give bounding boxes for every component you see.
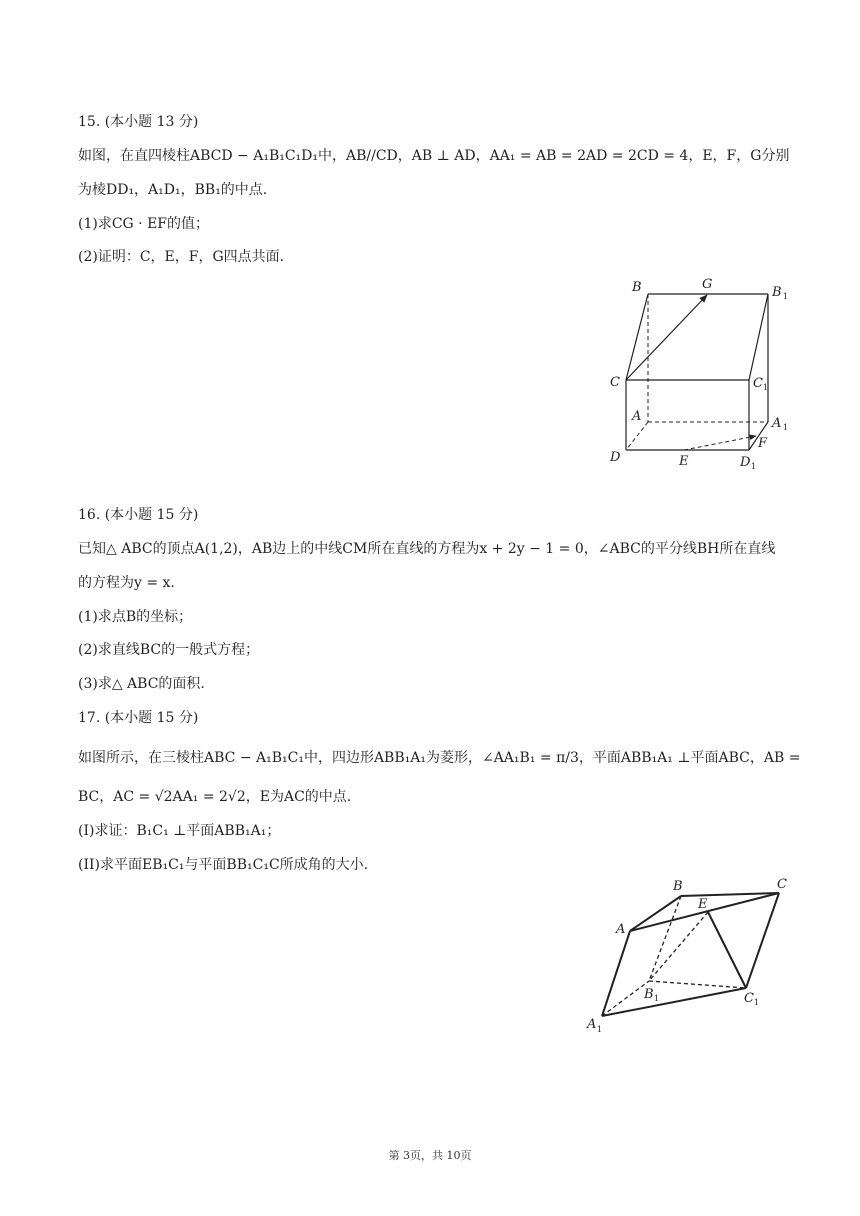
label-C: C	[610, 375, 620, 390]
label-A1: A	[587, 1017, 597, 1032]
problem-16-part-3: (3)求△ ABC的面积.	[78, 676, 205, 692]
label-B1: B	[772, 285, 782, 300]
problem-17-part-1: (I)求证：B₁C₁ ⊥平面ABB₁A₁；	[78, 823, 281, 839]
label-B1: B	[644, 987, 654, 1002]
problem-15-part-1: (1)求CG · EF的值；	[78, 216, 210, 232]
prism-figure	[596, 270, 796, 475]
problem-15-stem-line-1: 如图，在直四棱柱ABCD − A₁B₁C₁D₁中，AB//CD，AB ⊥ AD，AA₁ = AB = 2AD = 2CD = 4，E，F，G分别	[78, 148, 790, 164]
problem-15-part-2: (2)证明：C，E，F，G四点共面.	[78, 249, 285, 265]
label-A: A	[632, 409, 642, 424]
problem-17-stem-line-1: 如图所示，在三棱柱ABC − A₁B₁C₁中，四边形ABB₁A₁为菱形，∠AA₁B₁ = π/3，平面ABB₁A₁ ⊥平面ABC，AB =	[78, 750, 801, 766]
label-E: E	[679, 454, 689, 469]
label-G: G	[702, 277, 713, 292]
problem-16-part-1: (1)求点B的坐标；	[78, 609, 193, 625]
problem-16-stem-line-2: 的方程为y = x.	[78, 575, 175, 591]
label-D: D	[610, 450, 621, 465]
problem-17-part-2: (II)求平面EB₁C₁与平面BB₁C₁C所成角的大小.	[78, 857, 369, 873]
label-B: B	[673, 879, 683, 894]
label-A: A	[616, 922, 626, 937]
problem-15-stem-line-2: 为棱DD₁，A₁D₁，BB₁的中点.	[78, 182, 268, 198]
problem-16-stem-line-1: 已知△ ABC的顶点A(1,2)，AB边上的中线CM所在直线的方程为x + 2y − 1 = 0，∠ABC的平分线BH所在直线	[78, 541, 776, 557]
problem-17-stem-line-2: BC，AC = √2AA₁ = 2√2，E为AC的中点.	[78, 789, 352, 805]
svg-text:1: 1	[597, 1025, 603, 1034]
problem-15-header: 15. (本小题 13 分)	[78, 114, 199, 130]
svg-text:1: 1	[751, 462, 757, 471]
problem-16-header: 16. (本小题 15 分)	[78, 507, 199, 523]
svg-text:1: 1	[783, 423, 789, 432]
problem-16-part-2: (2)求直线BC的一般式方程；	[78, 642, 260, 658]
svg-text:1: 1	[754, 998, 760, 1007]
label-E: E	[698, 897, 708, 912]
svg-text:1: 1	[763, 383, 769, 392]
label-C1: C	[753, 376, 763, 391]
label-B: B	[632, 280, 642, 295]
label-F: F	[758, 436, 768, 451]
svg-text:1: 1	[783, 292, 789, 301]
label-D1: D	[740, 455, 751, 470]
svg-text:1: 1	[654, 994, 660, 1003]
page-footer: 第 3页，共 10页	[388, 1149, 472, 1162]
problem-17-header: 17. (本小题 15 分)	[78, 710, 199, 726]
triangular-prism-figure	[582, 876, 802, 1041]
label-C1: C	[744, 991, 754, 1006]
label-A1: A	[772, 416, 782, 431]
label-C: C	[777, 877, 787, 892]
